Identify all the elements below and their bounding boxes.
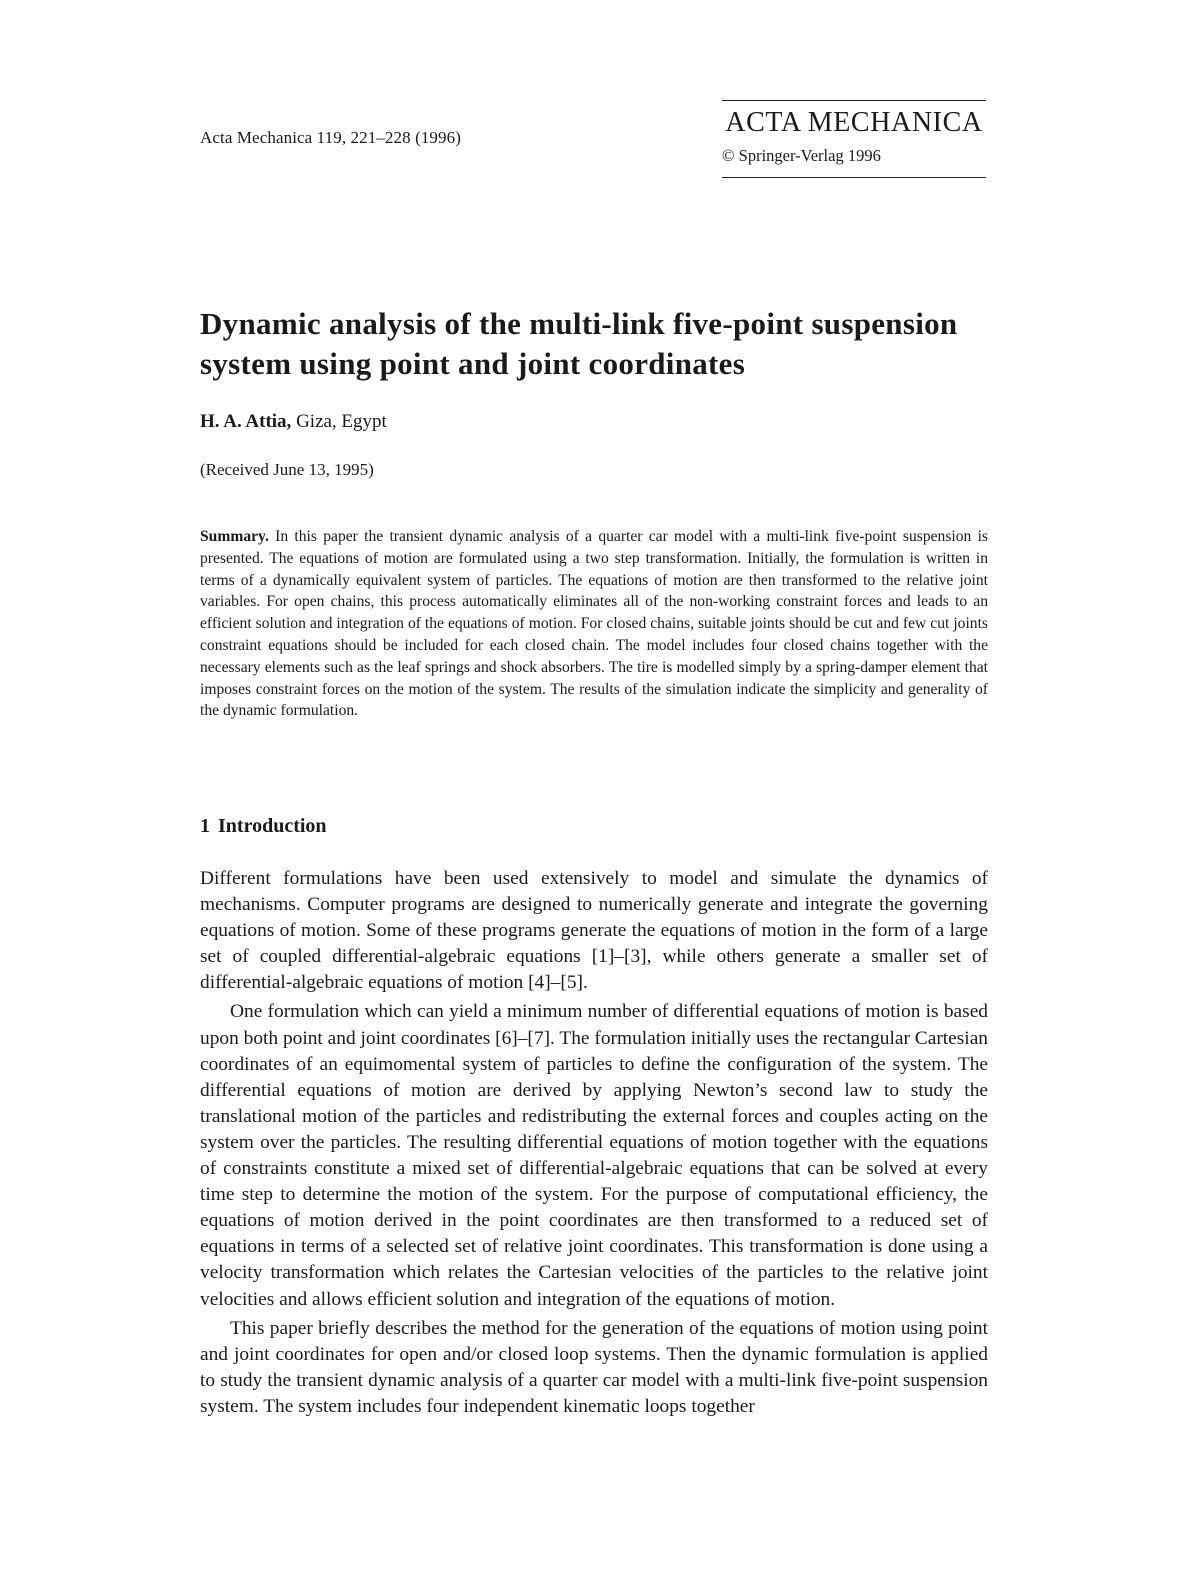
section-title: Introduction bbox=[218, 815, 327, 837]
section-heading-introduction bbox=[200, 815, 327, 838]
body-paragraph: One formulation which can yield a minimum number of differential equations of motion is based upon both point and joint coordinates [6]–[7]. The formulation initially uses the rectangular Cartesian coordinates of an equimomental system of particles to define the configuration of the system. The differential equations of motion are derived by applying Newton’s second law to study the translational motion of the particles and redistributing the external forces and couples acting on the system over the particles. The resulting differential equations of motion together with the equations of constraints constitute a mixed set of differential-algebraic equations that can be solved at every time step to determine the motion of the system. For the purpose of computational efficiency, the equations of motion derived in the point coordinates are then transformed to a reduced set of equations in terms of a selected set of relative joint coordinates. This transformation is done using a velocity transformation which relates the Cartesian velocities of the particles to the relative joint velocities and allows efficient solution and integration of the equations of motion. bbox=[200, 1001, 988, 1310]
summary-label: Summary. bbox=[200, 528, 269, 545]
body-paragraph: Different formulations have been used extensively to model and simulate the dynamics of mechanisms. Computer programs are designed to numerically generate and integrate the governing equations of motion. Some of these programs generate the equations of motion in the form of a large set of coupled differential-algebraic equations [1]–[3], while others generate a smaller set of differential-algebraic equations of motion [4]–[5]. bbox=[200, 868, 988, 994]
introduction-body bbox=[200, 866, 988, 1420]
summary-text: In this paper the transient dynamic analysis of a quarter car model with a multi-link five-point suspension is presented. The equations of motion are formulated using a two step transformation. Initially, the formulation is written in terms of a dynamically equivalent system of particles. The equations of motion are then transformed to the relative joint variables. For open chains, this process automatically eliminates all of the non-working constraint forces and leads to an efficient solution and integration of the equations of motion. For closed chains, suitable joints should be cut and few cut joints constraint equations should be included for each closed chain. The model includes four closed chains together with the necessary elements such as the leaf springs and shock absorbers. The tire is modelled simply by a spring-damper element that imposes constraint forces on the motion of the system. The results of the simulation indicate the simplicity and generality of the dynamic formulation. bbox=[200, 528, 988, 720]
section-number: 1 bbox=[200, 815, 210, 837]
author-location: Giza, Egypt bbox=[296, 411, 387, 432]
received-date: (Received June 13, 1995) bbox=[200, 460, 374, 479]
summary-abstract bbox=[200, 526, 988, 722]
author-name: H. A. Attia, bbox=[200, 411, 292, 432]
article-title: Dynamic analysis of the multi-link five-point suspension system using point and joint coordinates bbox=[200, 306, 958, 381]
journal-name: ACTA MECHANICA bbox=[725, 107, 983, 138]
author-line bbox=[200, 411, 387, 433]
page-header bbox=[0, 0, 1200, 190]
body-paragraph: This paper briefly describes the method for the generation of the equations of motion using point and joint coordinates for open and/or closed loop systems. Then the dynamic formulation is applied to study the transient dynamic analysis of a quarter car model with a multi-link five-point suspension system. The system includes four independent kinematic loops together bbox=[200, 1317, 988, 1417]
journal-masthead bbox=[722, 100, 986, 178]
journal-citation: Acta Mechanica 119, 221–228 (1996) bbox=[200, 128, 461, 147]
publisher-copyright: © Springer-Verlag 1996 bbox=[722, 146, 881, 165]
